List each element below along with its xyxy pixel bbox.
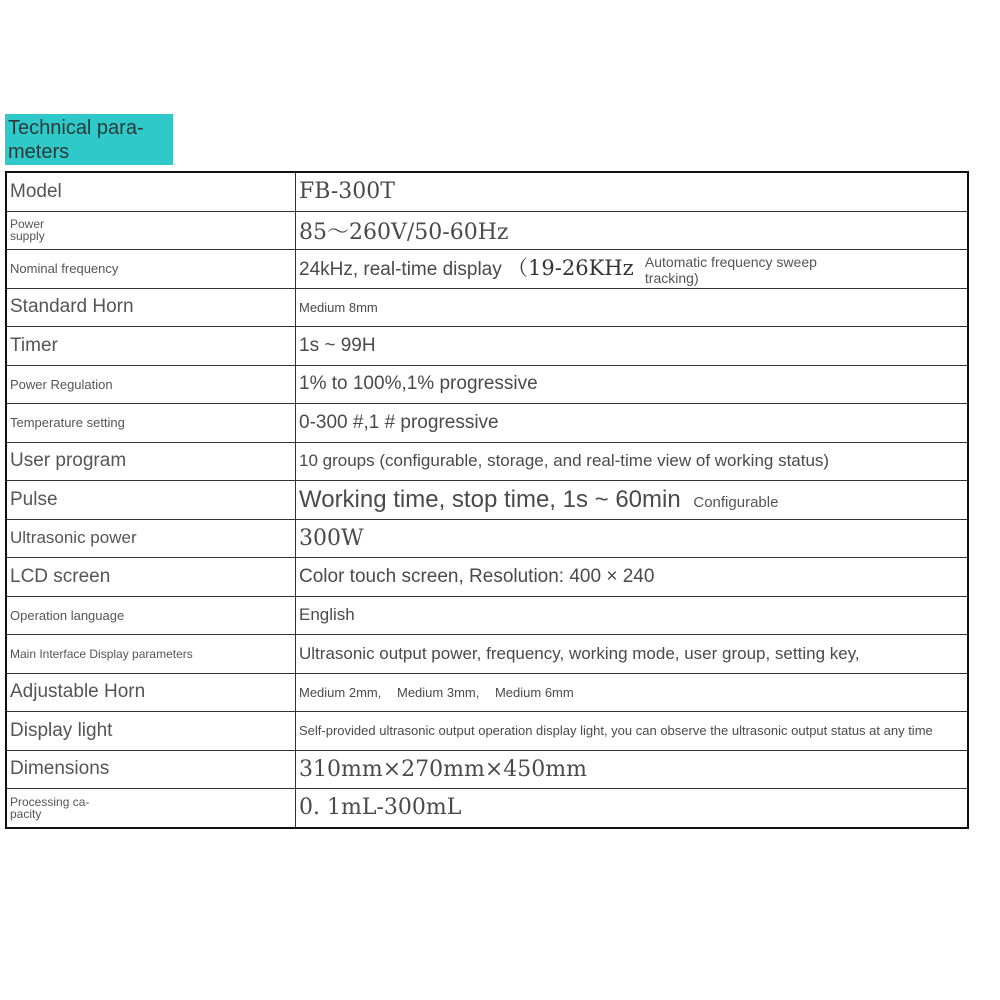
table-row [6, 558, 968, 597]
label-line: Power [10, 217, 45, 232]
row-label-adjustable-horn: Adjustable Horn [6, 673, 296, 712]
table-row [6, 211, 968, 250]
row-label-timer: Timer [6, 327, 296, 366]
frequency-text: 24kHz, real-time display [299, 258, 502, 280]
table-row [6, 327, 968, 366]
horn-option: Medium 2mm, [299, 684, 382, 700]
row-value-adjustable-horn [296, 673, 969, 712]
row-label-main-interface: Main Interface Display parameters [6, 635, 296, 674]
row-value-ultrasonic-power: 300W [296, 519, 969, 558]
row-label-processing-capacity [6, 789, 296, 828]
row-label-operation-language: Operation language [6, 596, 296, 635]
row-label-nominal-frequency: Nominal frequency [6, 250, 296, 289]
table-row [6, 519, 968, 558]
row-label-lcd-screen: LCD screen [6, 558, 296, 597]
table-row [6, 750, 968, 789]
row-value-power-supply: 85～260V/50-60Hz [296, 211, 969, 250]
row-label-dimensions: Dimensions [6, 750, 296, 789]
table-row [6, 404, 968, 443]
pulse-text: Working time, stop time, 1s ~ 60min [299, 485, 681, 513]
row-label-user-program: User program [6, 442, 296, 481]
row-value-dimensions: 310mm×270mm×450mm [296, 750, 969, 789]
label-line: supply [10, 229, 45, 244]
frequency-note: Automatic frequency sweep tracking) [644, 253, 817, 286]
table-row [6, 481, 968, 520]
horn-option: Medium 3mm, [396, 684, 480, 700]
section-title-line1: Technical para- [8, 117, 144, 139]
label-line: pacity [10, 806, 42, 821]
row-value-operation-language: English [296, 596, 969, 635]
row-value-lcd-screen: Color touch screen, Resolution: 400 × 240 [296, 558, 969, 597]
table-row [6, 365, 968, 404]
row-label-ultrasonic-power: Ultrasonic power [6, 519, 296, 558]
row-value-power-regulation: 1% to 100%,1% progressive [296, 365, 969, 404]
label-line: Processing ca- [10, 794, 90, 809]
section-title [5, 114, 173, 165]
row-label-standard-horn: Standard Horn [6, 288, 296, 327]
row-value-standard-horn: Medium 8mm [296, 288, 969, 327]
table-row [6, 712, 968, 751]
horn-option: Medium 6mm [494, 684, 574, 700]
table-row [6, 172, 968, 211]
table-row [6, 673, 968, 712]
row-value-pulse [296, 481, 969, 520]
row-value-display-light: Self-provided ultrasonic output operation display light, you can observe the ultrasonic output status at any time [296, 712, 969, 751]
row-label-temperature-setting: Temperature setting [6, 404, 296, 443]
row-value-temperature-setting: 0-300 #,1 # progressive [296, 404, 969, 443]
row-label-pulse: Pulse [6, 481, 296, 520]
table-row [6, 442, 968, 481]
frequency-range: （19-26KHz [507, 255, 634, 280]
row-value-processing-capacity: 0. 1mL-300mL [296, 789, 969, 828]
table-row [6, 596, 968, 635]
technical-parameters-table [5, 171, 969, 829]
table-row [6, 250, 968, 289]
row-value-nominal-frequency [296, 250, 969, 289]
row-label-model: Model [6, 172, 296, 211]
row-value-user-program: 10 groups (configurable, storage, and real-time view of working status) [296, 442, 969, 481]
row-value-timer: 1s ~ 99H [296, 327, 969, 366]
table-row [6, 789, 968, 828]
row-value-main-interface: Ultrasonic output power, frequency, working mode, user group, setting key, [296, 635, 969, 674]
row-label-display-light: Display light [6, 712, 296, 751]
row-label-power-supply [6, 211, 296, 250]
row-value-model: FB-300T [296, 172, 969, 211]
section-title-line2: meters [8, 141, 70, 163]
row-label-power-regulation: Power Regulation [6, 365, 296, 404]
pulse-note: Configurable [693, 493, 779, 511]
table-row [6, 635, 968, 674]
table-row [6, 288, 968, 327]
